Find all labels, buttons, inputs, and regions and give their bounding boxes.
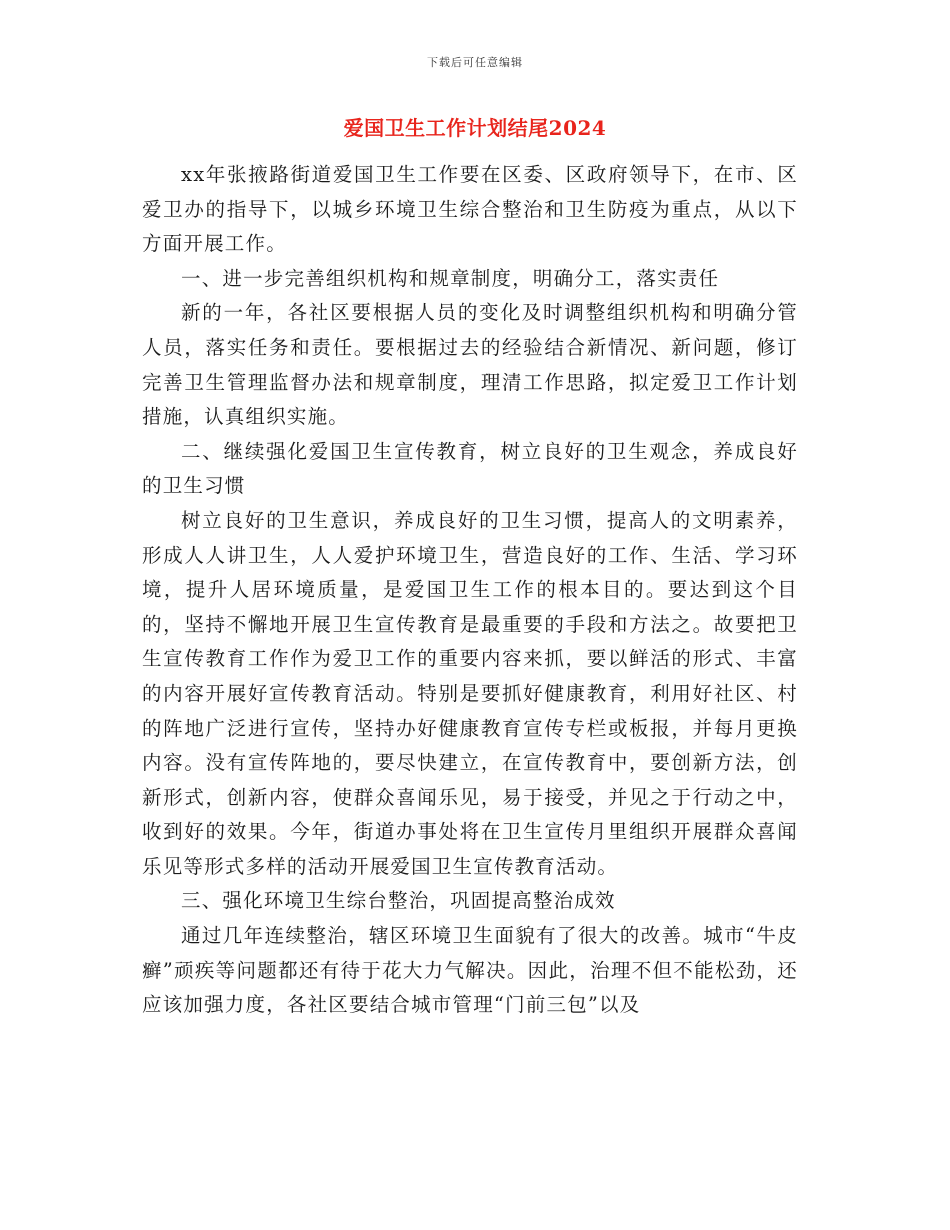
document-body (142, 158, 798, 1023)
document-title: 爱国卫生工作计划结尾2024 (343, 116, 607, 140)
paragraph-intro: xx年张掖路街道爱国卫生工作要在区委、区政府领导下，在市、区爱卫办的指导下，以城乡环境卫生综合整治和卫生防疫为重点，从以下方面开展工作。 (142, 163, 798, 256)
section-heading-1: 一、进一步完善组织机构和规章制度，明确分工，落实责任 (181, 266, 720, 290)
page-header: 下载后可任意编辑 (427, 56, 523, 69)
section-heading-2: 二、继续强化爱国卫生宣传教育，树立良好的卫生观念，养成良好的卫生习惯 (142, 439, 798, 498)
paragraph-section-1: 新的一年，各社区要根据人员的变化及时调整组织机构和明确分管人员，落实任务和责任。要根据过去的经验结合新情况、新问题，修订完善卫生管理监督办法和规章制度，理清工作思路，拟定爱卫工作计划措施，认真组织实施。 (142, 301, 798, 429)
paragraph-section-2: 树立良好的卫生意识，养成良好的卫生习惯，提高人的文明素养，形成人人讲卫生，人人爱护环境卫生，营造良好的工作、生活、学习环境，提升人居环境质量，是爱国卫生工作的根本目的。要达到这个目的，坚持不懈地开展卫生宣传教育是最重要的手段和方法之。故要把卫生宣传教育工作作为爱卫工作的重要内容来抓，要以鲜活的形式、丰富的内容开展好宣传教育活动。特别是要抓好健康教育，利用好社区、村的阵地广泛进行宣传，坚持办好健康教育宣传专栏或板报，并每月更换内容。没有宣传阵地的，要尽快建立，在宣传教育中，要创新方法，创新形式，创新内容，使群众喜闻乐见，易于接受，并见之于行动之中，收到好的效果。今年，街道办事处将在卫生宣传月里组织开展群众喜闻乐见等形式多样的活动开展爱国卫生宣传教育活动。 (142, 508, 798, 878)
section-heading-3: 三、强化环境卫生综台整治，巩固提高整治成效 (181, 889, 616, 913)
paragraph-section-3: 通过几年连续整治，辖区环境卫生面貌有了很大的改善。城市“牛皮癣”顽疾等问题都还有待于花大力气解决。因此，治理不但不能松劲，还应该加强力度，各社区要结合城市管理“门前三包”以及 (142, 924, 798, 1017)
